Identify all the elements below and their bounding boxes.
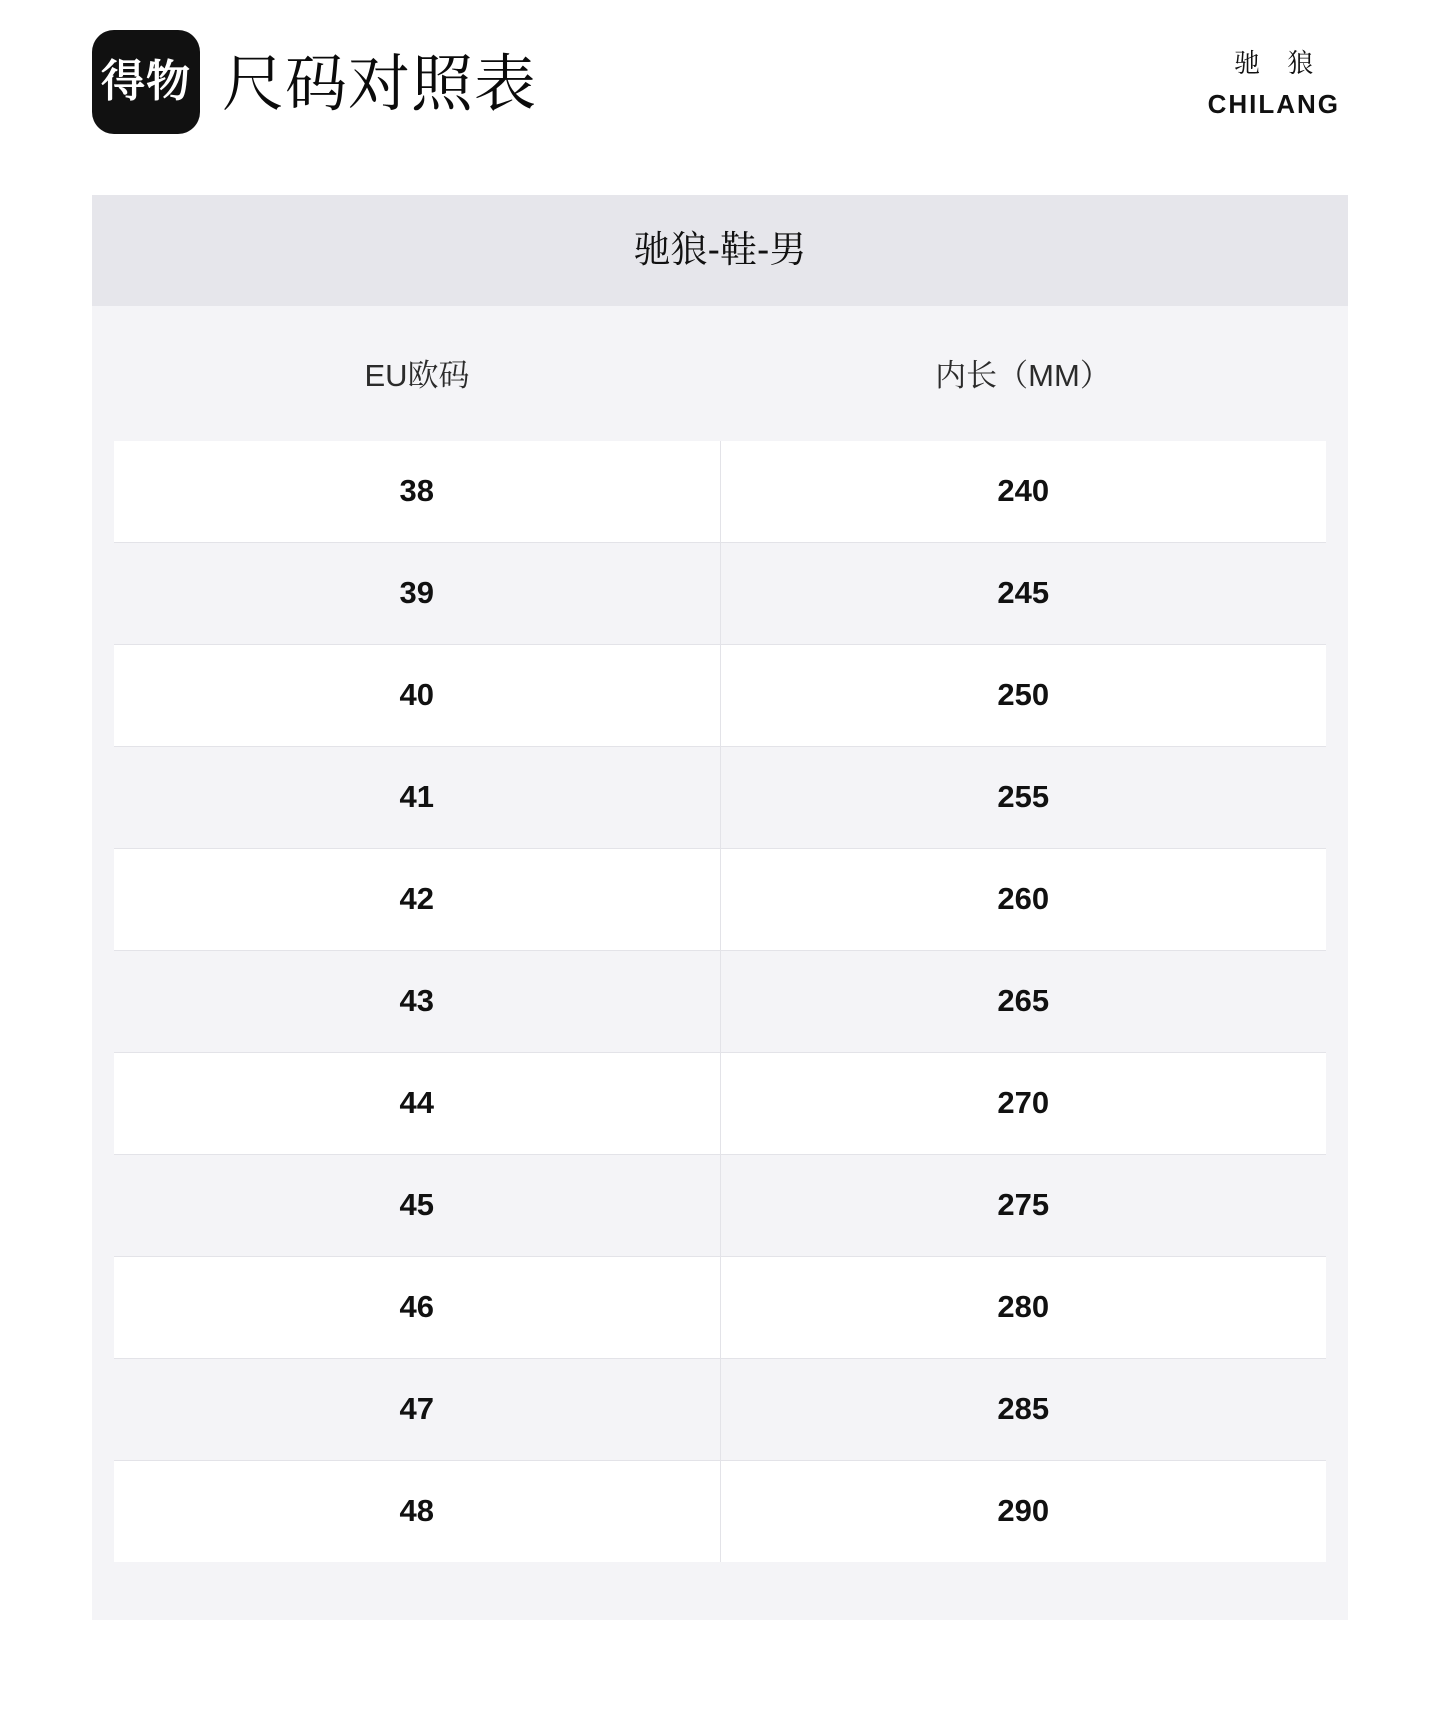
cell-inner-length: 240: [720, 441, 1326, 543]
cell-eu-size: 43: [114, 951, 720, 1053]
cell-eu-size: 44: [114, 1053, 720, 1155]
page-header: [0, 0, 1440, 140]
size-table-head: [114, 306, 1326, 441]
vendor-block: [1208, 48, 1340, 120]
size-table: [114, 306, 1326, 1562]
table-row: [114, 1053, 1326, 1155]
table-row: [114, 951, 1326, 1053]
table-row: [114, 441, 1326, 543]
table-row: [114, 747, 1326, 849]
size-table-panel: [92, 195, 1348, 1620]
table-row: [114, 1359, 1326, 1461]
cell-inner-length: 265: [720, 951, 1326, 1053]
cell-eu-size: 48: [114, 1461, 720, 1563]
cell-inner-length: 280: [720, 1257, 1326, 1359]
table-header-row: [114, 306, 1326, 441]
cell-inner-length: 245: [720, 543, 1326, 645]
cell-eu-size: 39: [114, 543, 720, 645]
page-title: 尺码对照表: [222, 50, 538, 119]
vendor-name-cn: 驰 狼: [1234, 48, 1324, 78]
table-row: [114, 543, 1326, 645]
table-row: [114, 849, 1326, 951]
cell-inner-length: 285: [720, 1359, 1326, 1461]
cell-eu-size: 46: [114, 1257, 720, 1359]
table-row: [114, 645, 1326, 747]
cell-inner-length: 260: [720, 849, 1326, 951]
cell-inner-length: 270: [720, 1053, 1326, 1155]
cell-inner-length: 275: [720, 1155, 1326, 1257]
table-row: [114, 1155, 1326, 1257]
cell-eu-size: 41: [114, 747, 720, 849]
dewu-logo-icon: [92, 30, 200, 134]
table-row: [114, 1257, 1326, 1359]
cell-eu-size: 40: [114, 645, 720, 747]
size-table-inner: [92, 306, 1348, 1562]
vendor-name-en: CHILANG: [1207, 89, 1340, 120]
cell-inner-length: 250: [720, 645, 1326, 747]
cell-inner-length: 290: [720, 1461, 1326, 1563]
size-table-caption: 驰狼-鞋-男: [92, 195, 1348, 306]
column-header-eu: EU欧码: [114, 306, 720, 441]
dewu-logo-text: 得物: [101, 56, 191, 107]
size-table-body: [114, 441, 1326, 1562]
cell-inner-length: 255: [720, 747, 1326, 849]
cell-eu-size: 45: [114, 1155, 720, 1257]
brand-block: [92, 30, 1208, 134]
cell-eu-size: 38: [114, 441, 720, 543]
column-header-length: 内长（MM）: [720, 306, 1326, 441]
table-row: [114, 1461, 1326, 1563]
cell-eu-size: 47: [114, 1359, 720, 1461]
cell-eu-size: 42: [114, 849, 720, 951]
